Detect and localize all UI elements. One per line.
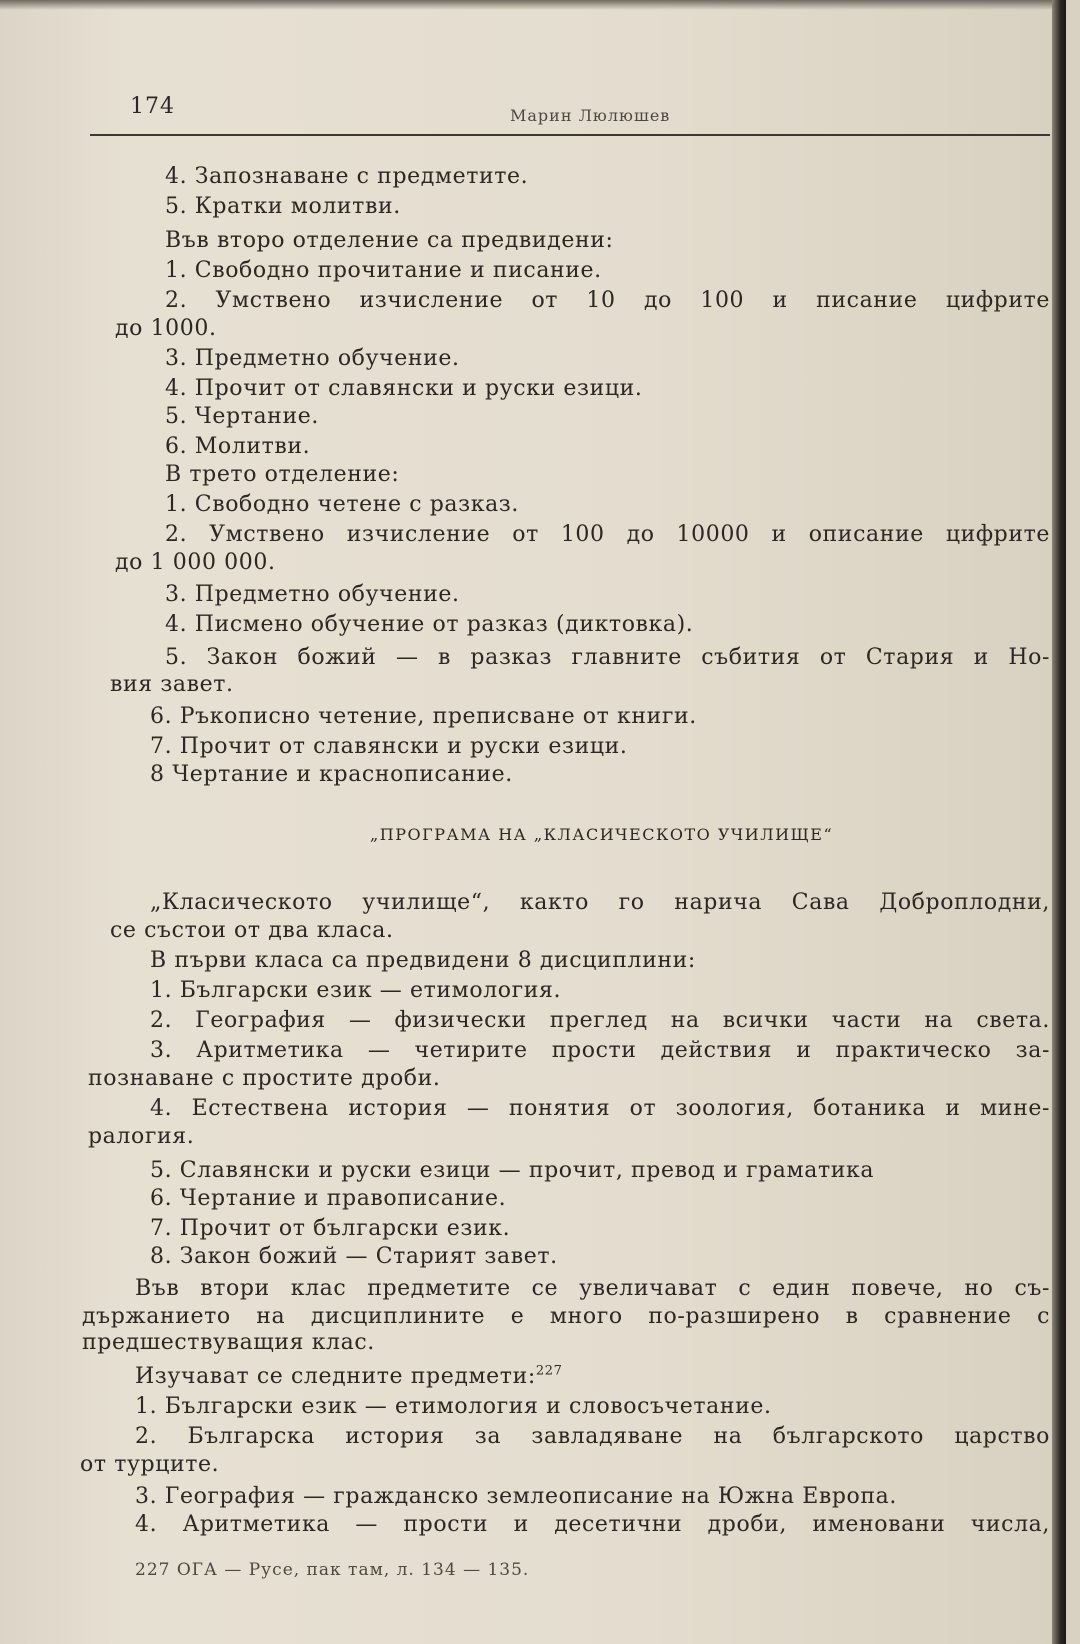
text-line: държанието на дисциплините е много по-разширено в сравнение с xyxy=(82,1304,1050,1329)
text-line: 3. География — гражданско землеописание на Южна Европа. xyxy=(135,1484,897,1509)
text-line: се състои от два класа. xyxy=(110,918,394,943)
text-line: 5. Славянски и руски езици — прочит, превод и граматика xyxy=(150,1158,875,1183)
text-line: 6. Чертание и правописание. xyxy=(150,1186,507,1211)
text-line: 4. Аритметика — прости и десетични дроби, именовани числа, xyxy=(135,1512,1050,1537)
text-line: 7. Прочит от славянски и руски езици. xyxy=(150,734,628,759)
text-line: 3. Аритметика — четирите прости действия и практическо за- xyxy=(150,1038,1050,1063)
text-line: 6. Ръкописно четение, преписване от книги. xyxy=(150,704,697,729)
text-line: 8 Чертание и краснописание. xyxy=(150,762,513,787)
text-line: 6. Молитви. xyxy=(165,434,311,459)
text-line: Във второ отделение са предвидени: xyxy=(165,228,614,253)
text-line: 5. Закон божий — в разказ главните събития от Стария и Но- xyxy=(165,645,1050,670)
text-line: 2. Умствено изчисление от 100 до 10000 и описание цифрите xyxy=(165,522,1050,547)
text-line: В трето отделение: xyxy=(165,462,400,487)
text-line: 8. Закон божий — Старият завет. xyxy=(150,1244,558,1269)
text-line: 1. Свободно четене с разказ. xyxy=(165,492,519,517)
text-line: 2. Умствено изчисление от 10 до 100 и писание цифрите xyxy=(165,288,1050,313)
text-line: вия завет. xyxy=(110,672,234,697)
text-line: 2. География — физически преглед на всички части на света. xyxy=(150,1008,1050,1033)
text-line: 4. Писмено обучение от разказ (диктовка). xyxy=(165,612,694,637)
text-line: 1. Свободно прочитание и писание. xyxy=(165,258,602,283)
text-line: ралогия. xyxy=(88,1124,195,1149)
section-title: „ПРОГРАМА НА „КЛАСИЧЕСКОТО УЧИЛИЩЕ“ xyxy=(370,825,834,844)
text-line: Във втори клас предметите се увеличават с един повече, но съ- xyxy=(135,1276,1050,1301)
text-line: 4. Прочит от славянски и руски езици. xyxy=(165,376,643,401)
book-spine-shadow xyxy=(1052,0,1066,1644)
text-line: 3. Предметно обучение. xyxy=(165,346,460,371)
text-line: 3. Предметно обучение. xyxy=(165,582,460,607)
text-line: 4. Естествена история — понятия от зоология, ботаника и мине- xyxy=(150,1096,1050,1121)
text-line: В първи класа са предвидени 8 дисциплини: xyxy=(150,948,696,973)
text-line: до 1 000 000. xyxy=(115,550,276,575)
text-line-body: Изучават се следните предмети: xyxy=(135,1364,536,1389)
text-line: 1. Български език — етимология. xyxy=(150,978,562,1003)
running-head: Марин Люлюшев xyxy=(510,106,671,125)
text-line xyxy=(135,1364,562,1389)
text-line: до 1000. xyxy=(115,316,217,341)
text-line: от турците. xyxy=(80,1452,220,1477)
text-line: предшествуващия клас. xyxy=(82,1330,375,1355)
text-line: 5. Кратки молитви. xyxy=(165,194,401,219)
page-header xyxy=(90,88,1050,136)
text-line: 1. Български език — етимология и словосъчетание. xyxy=(135,1394,772,1419)
text-line: 4. Запознаване с предметите. xyxy=(165,164,529,189)
footnote: 227 ОГА — Русе, пак там, л. 134 — 135. xyxy=(135,1560,530,1580)
page-number: 174 xyxy=(130,94,175,119)
text-line: 2. Българска история за завладяване на българското царство xyxy=(135,1424,1050,1449)
footnote-reference: 227 xyxy=(535,1363,563,1379)
text-line: „Класическото училище“, както го нарича Сава Доброплодни, xyxy=(150,890,1050,915)
top-shadow xyxy=(0,0,1066,10)
text-line: 5. Чертание. xyxy=(165,404,319,429)
text-line: познаване с простите дроби. xyxy=(88,1066,441,1091)
text-line: 7. Прочит от български език. xyxy=(150,1216,511,1241)
